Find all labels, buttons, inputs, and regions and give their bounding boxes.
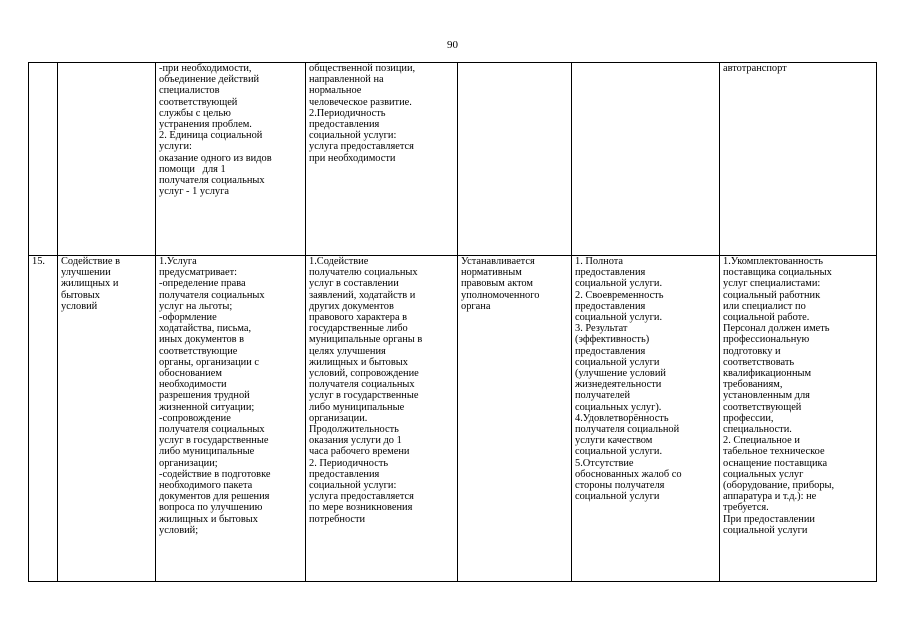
- service-name-cell: Содействие в улучшении жилищных и бытовых условий: [58, 256, 156, 582]
- service-content-cell: 1.Услуга предусматривает: -определение права получателя социальных услуг на льготы; -оформление ходатайства, письма, иных документов в соответствующие органы, организации с обоснованием необходимости разрешения трудной жизненной ситуации; -сопровождение получателя социальных услуг в государственные либо муниципальные организации; -содействие в подготовке необходимого пакета документов для решения вопроса по улучшению жилищных и бытовых условий;: [156, 256, 306, 582]
- service-quality-cell: [572, 63, 720, 256]
- service-fee-cell: Устанавливается нормативным правовым актом уполномоченного органа: [458, 256, 572, 582]
- table-row: [29, 63, 877, 256]
- services-table: [28, 62, 877, 582]
- service-standard-cell: общественной позиции, направленной на нормальное человеческое развитие. 2.Периодичность предоставления социальной услуги: услуга предоставляется при необходимости: [306, 63, 458, 256]
- service-name-cell: [58, 63, 156, 256]
- service-conditions-cell: автотранспорт: [720, 63, 877, 256]
- service-standard-cell: 1.Содействие получателю социальных услуг в составлении заявлений, ходатайств и других документов правового характера в государственные либо муниципальные органы в целях улучшения жилищных и бытовых условий, сопровождение получателя социальных услуг в государственные либо муниципальные организации. Продолжительность оказания услуги до 1 часа рабочего времени 2. Периодичность предоставления социальной услуги: услуга предоставляется по мере возникновения потребности: [306, 256, 458, 582]
- service-content-cell: -при необходимости, объединение действий специалистов соответствующей службы с целью устранения проблем. 2. Единица социальной услуги: оказание одного из видов помощи для 1 получателя социальных услуг - 1 услуга: [156, 63, 306, 256]
- table-row: [29, 256, 877, 582]
- service-fee-cell: [458, 63, 572, 256]
- page-number: 90: [447, 39, 458, 51]
- row-number-cell: 15.: [29, 256, 58, 582]
- service-conditions-cell: 1.Укомплектованность поставщика социальных услуг специалистами: социальный работник или специалист по социальной работе. Персонал должен иметь профессиональную подготовку и соответствовать квалификационным требованиям, установленным для соответствующей профессии, специальности. 2. Специальное и табельное техническое оснащение поставщика социальных услуг (оборудование, приборы, аппаратура и т.д.): не требуется. При предоставлении социальной услуги: [720, 256, 877, 582]
- service-quality-cell: 1. Полнота предоставления социальной услуги. 2. Своевременность предоставления социальной услуги. 3. Результат (эффективность) предоставления социальной услуги (улучшение условий жизнедеятельности получателей социальных услуг). 4.Удовлетворённость получателя социальной услуги качеством социальной услуги. 5.Отсутствие обоснованных жалоб со стороны получателя социальной услуги: [572, 256, 720, 582]
- row-number-cell: [29, 63, 58, 256]
